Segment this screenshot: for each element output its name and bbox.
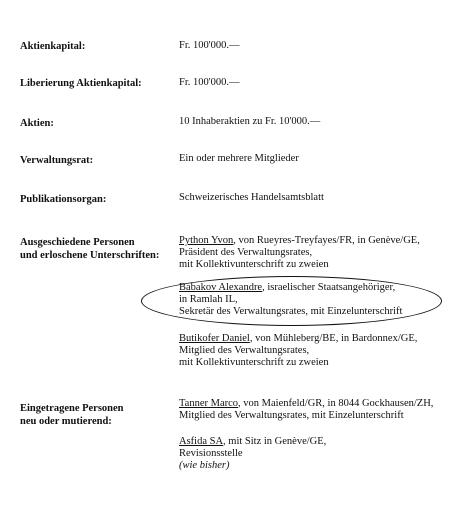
entry-butikofer-name: Butikofer Daniel <box>179 333 250 344</box>
entry-babakov <box>179 282 402 318</box>
entry-python-role: Präsident des Verwaltungsrates, <box>179 247 313 258</box>
entry-tanner <box>179 398 433 422</box>
entry-butikofer-role: Mitglied des Verwaltungsrates, <box>179 345 310 356</box>
entry-asfida-seat: , mit Sitz in Genève/GE, <box>223 436 327 447</box>
entry-asfida-role: Revisionsstelle <box>179 448 243 459</box>
label-publication-organ: Publikationsorgan: <box>20 194 107 205</box>
entry-babakov-origin: , israelischer Staatsangehöriger, <box>262 282 396 293</box>
label-registered-line1: Eingetragene Personen <box>20 403 124 414</box>
label-departed-line2: und erloschene Unterschriften: <box>20 250 160 261</box>
entry-asfida-name: Asfida SA <box>179 436 224 447</box>
entry-python-name: Python Yvon <box>179 235 234 246</box>
label-departed-line1: Ausgeschiedene Personen <box>20 237 135 248</box>
value-shares: 10 Inhaberaktien zu Fr. 10'000.— <box>179 116 321 127</box>
entry-python <box>179 235 420 271</box>
entry-tanner-role: Mitglied des Verwaltungsrates, mit Einzelunterschrift <box>179 410 404 421</box>
label-shares: Aktien: <box>20 118 54 129</box>
entry-asfida <box>179 436 326 472</box>
label-registered-line2: neu oder mutierend: <box>20 416 112 427</box>
entry-python-origin: , von Rueyres-Treyfayes/FR, in Genève/GE, <box>233 235 420 246</box>
entry-asfida-note: (wie bisher) <box>179 460 230 471</box>
label-paid-in-capital: Liberierung Aktienkapital: <box>20 78 142 89</box>
entry-tanner-origin: , von Maienfeld/GR, in 8044 Gockhausen/ZH, <box>238 398 434 409</box>
entry-babakov-name: Babakov Alexandre <box>179 282 263 293</box>
label-share-capital: Aktienkapital: <box>20 41 86 52</box>
entry-tanner-name: Tanner Marco <box>179 398 239 409</box>
value-paid-in-capital: Fr. 100'000.— <box>179 77 240 88</box>
entry-babakov-residence: in Ramlah IL, <box>179 294 238 305</box>
entry-butikofer-origin: , von Mühleberg/BE, in Bardonnex/GE, <box>249 333 418 344</box>
value-board: Ein oder mehrere Mitglieder <box>179 153 299 164</box>
label-departed-persons <box>20 236 159 262</box>
label-registered-persons <box>20 402 124 428</box>
entry-butikofer-signature: mit Kollektivunterschrift zu zweien <box>179 357 329 368</box>
label-board: Verwaltungsrat: <box>20 155 94 166</box>
value-share-capital: Fr. 100'000.— <box>179 40 240 51</box>
entry-babakov-role: Sekretär des Verwaltungsrates, mit Einzelunterschrift <box>179 306 403 317</box>
value-publication-organ: Schweizerisches Handelsamtsblatt <box>179 192 324 203</box>
entry-python-signature: mit Kollektivunterschrift zu zweien <box>179 259 329 270</box>
entry-butikofer <box>179 333 417 369</box>
